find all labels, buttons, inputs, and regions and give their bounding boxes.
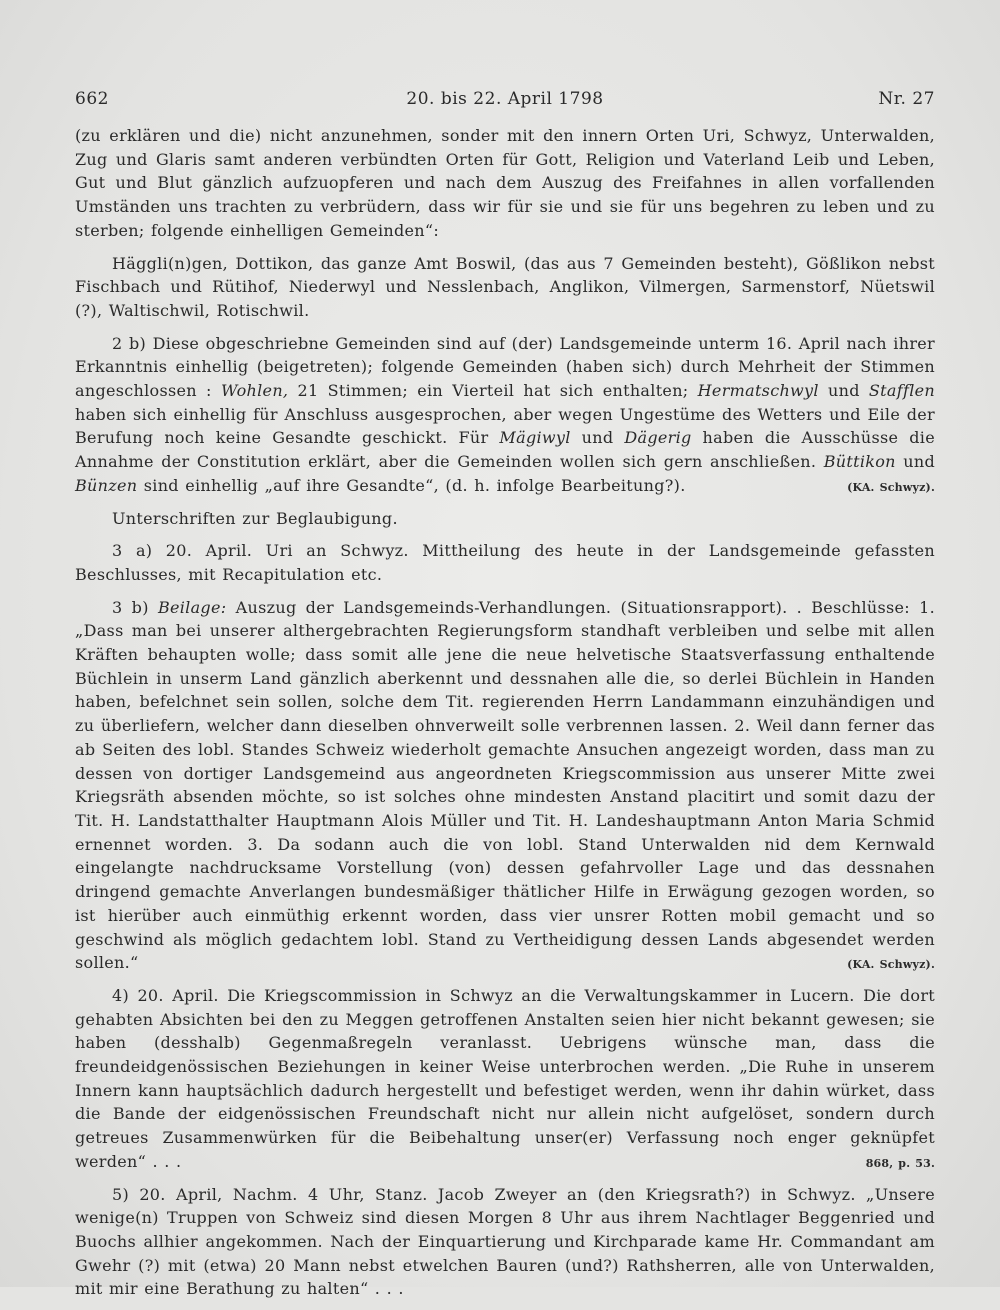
- source-citation: (KA. Schwyz).: [847, 480, 935, 494]
- paragraph-declaration: (zu erklären und die) nicht anzunehmen, sonder mit den innern Orten Uri, Schwyz, Unterwalden, Zug und Glaris samt anderen verbündten Orten für Gott, Religion und Vaterland Leib und Leben, Gut und Blut gänzlich aufzuopferen und nach dem Auszug des Freifahnes in allen vorfallenden Umständen uns trachten zu verbrüdern, dass wir für sie und sie für uns begehren zu leben und zu sterben; folgende einhelligen Gemeinden“:: [75, 126, 935, 240]
- paragraph-communities: Häggli(n)gen, Dottikon, das ganze Amt Boswil, (das aus 7 Gemeinden besteht), Gößlikon nebst Fischbach und Rütihof, Niederwyl und Nesslenbach, Anglikon, Vilmergen, Sarmenstorf, Nüetswil (?), Waltischwil, Rotischwil.: [75, 253, 935, 320]
- source-citation: 868, p. 53.: [865, 1156, 935, 1170]
- text-run: 21 Stimmen; ein Vierteil hat sich enthalten;: [288, 381, 698, 401]
- paragraph-2b: [75, 332, 935, 498]
- paragraph-3b: [75, 596, 935, 975]
- paragraph-4: [75, 984, 935, 1174]
- text-run: haben die Ausschüsse die Annahme der Constitution erklärt, aber die Gemeinden wollen sich gern anschließen.: [75, 428, 935, 472]
- text-run: sind einhellig „auf ihre Gesandte“, (d. h. infolge Bearbeitung?).: [137, 475, 686, 495]
- place-hermatschwyl: Hermatschwyl: [697, 381, 819, 401]
- text-run: 4) 20. April. Die Kriegscommission in Schwyz an die Verwaltungskammer in Lucern. Die dort gehabten Absichten bei den zu Meggen getroffenen Anstalten seien hier nicht bekannt gewesen; sie haben (desshalb) Gegenmaßregeln veranlasst. Uebrigens wünsche man, dass die freundeidgenössischen Beziehungen in keiner Weise unterbrochen werden. „Die Ruhe in unserem Innern kann hauptsächlich dadurch hergestellt und befestiget werden, wenn ihr dahin würket, dass die Bande der eidgenössischen Freundschaft nicht nur allein nicht aufgelöset, sondern durch getreues Zusammenwürken für die Beibehaltung unser(er) Verfassung noch enger geknüpfet werden“ . . .: [75, 985, 935, 1171]
- text-run: und: [895, 452, 935, 472]
- page-header: [75, 89, 935, 111]
- text-run: 3 b): [112, 597, 158, 617]
- label-beilage: Beilage:: [157, 597, 227, 617]
- place-buttikon: Büttikon: [823, 452, 896, 472]
- place-bunzen: Bünzen: [75, 475, 138, 495]
- place-wohlen: Wohlen,: [220, 381, 289, 401]
- text-run: 2 b) Diese obgeschriebne Gemeinden sind auf (der) Landsgemeinde unterm 16. April nach ihrer Erkanntnis einhellig (beigetreten); folgende Gemeinden (haben sich) durch Mehrheit der Stimmen angeschlossen :: [75, 333, 935, 401]
- text-run: haben sich einhellig für Anschluss ausgesprochen, aber wegen Ungestüme des Wetters und Eile der Berufung noch keine Gesandte geschickt. Für: [75, 404, 935, 448]
- text-run: Auszug der Landsgemeinds-Verhandlungen. (Situationsrapport). . Beschlüsse: 1. „Dass man bei unserer althergebrachten Regierungsform standhaft verbleiben und selbe mit allen Kräften behaupten wolle; dass somit alle jene die neue helvetische Staatsverfassung enthaltende Büchlein in unserm Land gänzlich aberkennt und dessnahen alle die, so derlei Büchlein in Handen haben, befelchnet sein sollen, solche dem Tit. regierenden Herrn Landammann einzuhändigen und zu überliefern, welcher dann dieselben ohnverweilt solle verbrennen lassen. 2. Weil dann ferner das ab Seiten des lobl. Standes Schweiz wiederholt gemachte Ansuchen angezeigt worden, dass man zu dessen von dortiger Landsgemeind aus angeordneten Kriegscommission aus unserer Mitte zwei Kriegsräth absenden möchte, so ist solches ohne mindesten Anstand placitirt und somit dazu der Tit. H. Landstatthalter Hauptmann Alois Müller und Tit. H. Landeshauptmann Anton Maria Schmid ernennet worden. 3. Da sodann auch die von lobl. Stand Unterwalden nid dem Kernwald eingelangte nachdrucksame Vorstellung (von) dessen gefahrvoller Lage und das dessnahen dringend gemachte Anverlangen bundesmäßiger thätlicher Hilfe in Erwägung gezogen worden, so ist hierüber auch einmüthig erkennt worden, dass vier unsrer Rotten mobil gemacht und so geschwind als möglich gedachtem lobl. Stand zu Vertheidigung dessen Lands abgesendet werden sollen.“: [75, 597, 935, 973]
- running-head-date: 20. bis 22. April 1798: [406, 89, 604, 109]
- place-magiwyl: Mägiwyl: [499, 428, 571, 448]
- source-citation: (KA. Schwyz).: [847, 958, 935, 972]
- place-stafflen: Stafflen: [868, 381, 935, 401]
- text-run: und: [570, 428, 625, 448]
- paragraph-signatures: Unterschriften zur Beglaubigung.: [112, 508, 398, 528]
- page-number: 662: [75, 89, 109, 109]
- paragraph-5: 5) 20. April, Nachm. 4 Uhr, Stanz. Jacob Zweyer an (den Kriegsrath?) in Schwyz. „Unsere wenige(n) Truppen von Schweiz sind diesen Morgen 8 Uhr aus ihrem Nachtlager Beggenried und Buochs allhier angekommen. Nach der Einquartierung und Kirchparade kame Hr. Commandant am Gwehr (?) mit (etwa) 20 Mann nebst etwelchen Bauren (und?) Rathsherren, alle von Unterwalden, mit mir eine Berathung zu halten“ . . .: [75, 1184, 935, 1299]
- text-body: [75, 124, 935, 1310]
- document-number: Nr. 27: [878, 89, 935, 109]
- place-dagerig: Dägerig: [624, 428, 692, 448]
- paragraph-3a: 3 a) 20. April. Uri an Schwyz. Mittheilung des heute in der Landsgemeinde gefassten Beschlusses, mit Recapitulation etc.: [75, 541, 935, 584]
- text-run: und: [818, 381, 869, 401]
